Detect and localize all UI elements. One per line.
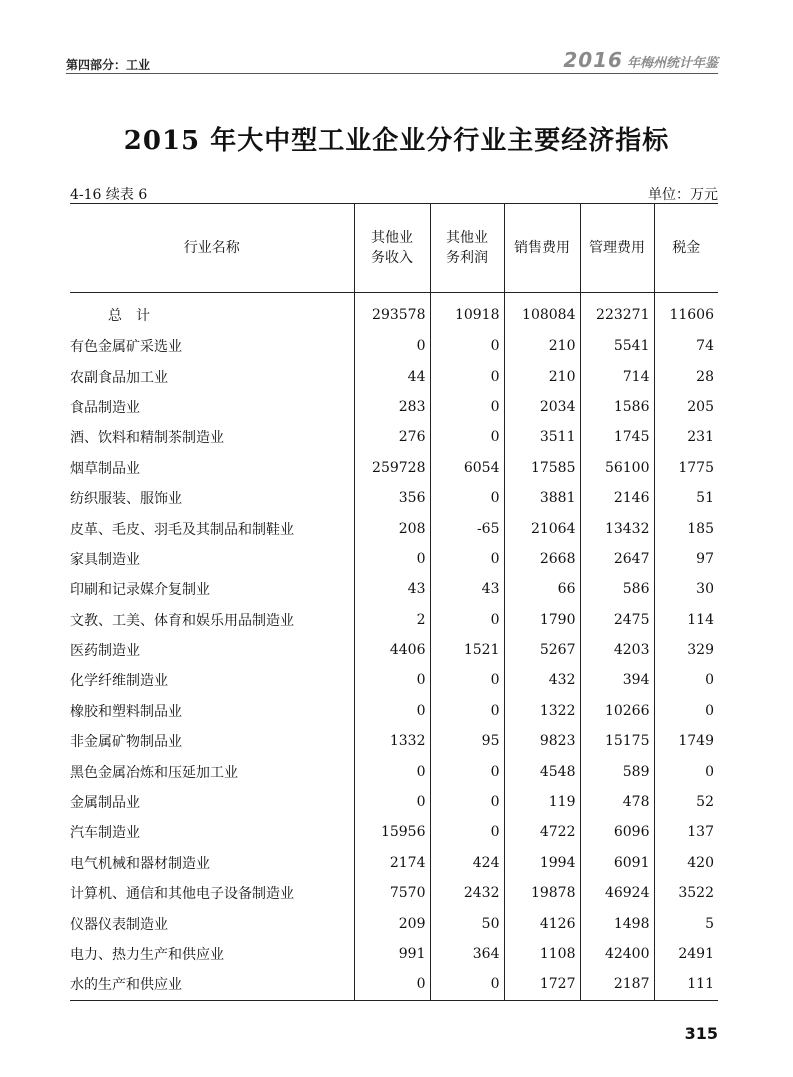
sales-expense-cell: 1790: [504, 605, 580, 635]
other-income-cell: 0: [354, 544, 430, 574]
tax-cell: 329: [654, 635, 718, 665]
sales-expense-cell: 108084: [504, 293, 580, 332]
other-income-cell: 293578: [354, 293, 430, 332]
other-profit-cell: 0: [430, 392, 504, 422]
mgmt-expense-cell: 46924: [580, 878, 654, 908]
tax-cell: 30: [654, 574, 718, 604]
industry-name-cell: 仪器仪表制造业: [70, 916, 168, 933]
sales-expense-cell: 1727: [504, 969, 580, 1000]
mgmt-expense-cell: 10266: [580, 696, 654, 726]
table-body: [70, 293, 718, 1001]
other-profit-cell: -65: [430, 513, 504, 543]
sales-expense-cell: 119: [504, 787, 580, 817]
sales-expense-cell: 210: [504, 331, 580, 361]
header-mgmt-expense: [580, 204, 654, 293]
other-profit-cell: 0: [430, 817, 504, 847]
sales-expense-cell: 4126: [504, 908, 580, 938]
other-income-cell: 0: [354, 969, 430, 1000]
mgmt-expense-cell: 15175: [580, 726, 654, 756]
table-row: [70, 817, 718, 847]
other-income-cell: 259728: [354, 453, 430, 483]
mgmt-expense-cell: 13432: [580, 513, 654, 543]
table-row: [70, 665, 718, 695]
table-row: [70, 878, 718, 908]
tax-cell: 0: [654, 665, 718, 695]
mgmt-expense-cell: 5541: [580, 331, 654, 361]
other-income-cell: 2174: [354, 848, 430, 878]
sales-expense-cell: 66: [504, 574, 580, 604]
tax-cell: 137: [654, 817, 718, 847]
sales-expense-cell: 3511: [504, 422, 580, 452]
tax-cell: 205: [654, 392, 718, 422]
mgmt-expense-cell: 1745: [580, 422, 654, 452]
mgmt-expense-cell: 2647: [580, 544, 654, 574]
other-income-cell: 7570: [354, 878, 430, 908]
sales-expense-cell: 4548: [504, 756, 580, 786]
sales-expense-cell: 210: [504, 361, 580, 391]
other-profit-cell: 10918: [430, 293, 504, 332]
sales-expense-cell: 1994: [504, 848, 580, 878]
other-income-cell: 0: [354, 756, 430, 786]
tax-cell: 111: [654, 969, 718, 1000]
other-income-cell: 1332: [354, 726, 430, 756]
sales-expense-cell: 2034: [504, 392, 580, 422]
tax-cell: 114: [654, 605, 718, 635]
mgmt-expense-cell: 714: [580, 361, 654, 391]
industry-name-cell: 水的生产和供应业: [70, 969, 354, 1000]
tax-cell: 420: [654, 848, 718, 878]
tax-cell: 28: [654, 361, 718, 391]
mgmt-expense-cell: 2187: [580, 969, 654, 1000]
other-profit-cell: 95: [430, 726, 504, 756]
tax-cell: 185: [654, 513, 718, 543]
tax-cell: 0: [654, 696, 718, 726]
header-divider: [66, 73, 718, 74]
industry-name-cell: 印刷和记录媒介复制业: [70, 582, 210, 599]
industry-name-cell: 化学纤维制造业: [70, 673, 168, 690]
header-tax: [654, 204, 718, 293]
page-number: 315: [684, 1024, 718, 1043]
mgmt-expense-cell: 56100: [580, 453, 654, 483]
mgmt-expense-cell: 223271: [580, 293, 654, 332]
page-title: 2015 年大中型工业企业分行业主要经济指标: [123, 126, 670, 156]
header-sales-expense: [504, 204, 580, 293]
sales-expense-cell: 9823: [504, 726, 580, 756]
industry-name-cell: 汽车制造业: [70, 825, 140, 842]
industry-name-cell: 计算机、通信和其他电子设备制造业: [70, 886, 294, 903]
other-profit-cell: 1521: [430, 635, 504, 665]
table-row: [70, 422, 718, 452]
industry-name-cell: 橡胶和塑料制品业: [70, 703, 182, 720]
other-profit-cell: 364: [430, 939, 504, 969]
other-income-cell: 283: [354, 392, 430, 422]
other-profit-cell: 0: [430, 605, 504, 635]
industry-name-cell: 非金属矿物制品业: [70, 734, 182, 751]
other-profit-cell: 0: [430, 665, 504, 695]
table-row: [70, 696, 718, 726]
header-line: 行业名称: [183, 240, 240, 256]
other-profit-cell: 0: [430, 483, 504, 513]
table-header-row: [70, 204, 718, 293]
header-other-income: [354, 204, 430, 293]
tax-cell: 97: [654, 544, 718, 574]
other-income-cell: 0: [354, 665, 430, 695]
mgmt-expense-cell: 478: [580, 787, 654, 817]
header-other-profit: [430, 204, 504, 293]
other-profit-cell: 50: [430, 908, 504, 938]
other-income-cell: 209: [354, 908, 430, 938]
other-income-cell: 208: [354, 513, 430, 543]
table-row: [70, 574, 718, 604]
sales-expense-cell: 19878: [504, 878, 580, 908]
other-income-cell: 356: [354, 483, 430, 513]
table-row: [70, 969, 718, 1000]
table-row: [70, 483, 718, 513]
other-income-cell: 2: [354, 605, 430, 635]
mgmt-expense-cell: 589: [580, 756, 654, 786]
header-industry-name: [70, 204, 354, 293]
tax-cell: 1749: [654, 726, 718, 756]
industry-name-cell: 黑色金属冶炼和压延加工业: [70, 764, 238, 781]
other-income-cell: 0: [354, 696, 430, 726]
industry-name-cell: 酒、饮料和精制茶制造业: [70, 430, 224, 447]
other-profit-cell: 0: [430, 756, 504, 786]
industry-name-cell: 农副食品加工业: [70, 369, 168, 386]
other-profit-cell: 43: [430, 574, 504, 604]
data-table: [70, 203, 718, 1001]
other-income-cell: 43: [354, 574, 430, 604]
other-profit-cell: 0: [430, 787, 504, 817]
yearbook-brand: [563, 48, 718, 72]
mgmt-expense-cell: 394: [580, 665, 654, 695]
sales-expense-cell: 432: [504, 665, 580, 695]
table-row: [70, 331, 718, 361]
other-income-cell: 0: [354, 331, 430, 361]
sales-expense-cell: 5267: [504, 635, 580, 665]
tax-cell: 2491: [654, 939, 718, 969]
sales-expense-cell: 17585: [504, 453, 580, 483]
total-row: [70, 293, 718, 332]
tax-cell: 5: [654, 908, 718, 938]
table-row: [70, 726, 718, 756]
table-row: [70, 908, 718, 938]
mgmt-expense-cell: 42400: [580, 939, 654, 969]
table-row: [70, 361, 718, 391]
industry-name-cell: 烟草制品业: [70, 460, 140, 477]
other-income-cell: 991: [354, 939, 430, 969]
industry-name-cell: 食品制造业: [70, 399, 140, 416]
table-row: [70, 848, 718, 878]
sales-expense-cell: 4722: [504, 817, 580, 847]
industry-name-cell: 有色金属矿采选业: [70, 339, 182, 356]
tax-cell: 11606: [654, 293, 718, 332]
mgmt-expense-cell: 6096: [580, 817, 654, 847]
mgmt-expense-cell: 2146: [580, 483, 654, 513]
header-line: 其他业: [446, 230, 488, 246]
industry-name-cell: 家具制造业: [70, 551, 140, 568]
industry-name-cell: 电气机械和器材制造业: [70, 855, 210, 872]
mgmt-expense-cell: 4203: [580, 635, 654, 665]
industry-name-cell: 文教、工美、体育和娱乐用品制造业: [70, 612, 294, 629]
other-profit-cell: 424: [430, 848, 504, 878]
other-income-cell: 4406: [354, 635, 430, 665]
yearbook-name: 年梅州统计年鉴: [626, 56, 718, 71]
tax-cell: 231: [654, 422, 718, 452]
sales-expense-cell: 2668: [504, 544, 580, 574]
header-line: 管理费用: [589, 240, 645, 256]
header-line: 销售费用: [514, 240, 570, 256]
other-profit-cell: 6054: [430, 453, 504, 483]
other-income-cell: 15956: [354, 817, 430, 847]
industry-name-cell: 总 计: [108, 308, 150, 324]
other-profit-cell: 0: [430, 331, 504, 361]
tax-cell: 0: [654, 756, 718, 786]
industry-name-cell: 皮革、毛皮、羽毛及其制品和制鞋业: [70, 521, 294, 538]
table-row: [70, 513, 718, 543]
table-row: [70, 544, 718, 574]
header-line: 务收入: [371, 250, 413, 266]
tax-cell: 51: [654, 483, 718, 513]
tax-cell: 52: [654, 787, 718, 817]
table-row: [70, 635, 718, 665]
table-row: [70, 787, 718, 817]
sales-expense-cell: 3881: [504, 483, 580, 513]
mgmt-expense-cell: 2475: [580, 605, 654, 635]
sales-expense-cell: 1108: [504, 939, 580, 969]
tax-cell: 1775: [654, 453, 718, 483]
table-row: [70, 756, 718, 786]
mgmt-expense-cell: 1498: [580, 908, 654, 938]
table-row: [70, 453, 718, 483]
other-profit-cell: 0: [430, 544, 504, 574]
industry-name-cell: 医药制造业: [70, 643, 140, 660]
table-row: [70, 939, 718, 969]
table-row: [70, 605, 718, 635]
section-label: 第四部分：工业: [66, 58, 151, 72]
mgmt-expense-cell: 1586: [580, 392, 654, 422]
industry-name-cell: 纺织服装、服饰业: [70, 491, 182, 508]
header-line: 务利润: [446, 250, 488, 266]
sales-expense-cell: 1322: [504, 696, 580, 726]
industry-name-cell: 金属制品业: [70, 795, 140, 812]
other-income-cell: 276: [354, 422, 430, 452]
tax-cell: 74: [654, 331, 718, 361]
sales-expense-cell: 21064: [504, 513, 580, 543]
header-line: 其他业: [371, 230, 413, 246]
table-row: [70, 392, 718, 422]
mgmt-expense-cell: 6091: [580, 848, 654, 878]
other-profit-cell: 0: [430, 361, 504, 391]
header-line: 税金: [672, 240, 701, 256]
tax-cell: 3522: [654, 878, 718, 908]
other-income-cell: 0: [354, 787, 430, 817]
other-profit-cell: 2432: [430, 878, 504, 908]
yearbook-year: 2016: [563, 48, 623, 72]
mgmt-expense-cell: 586: [580, 574, 654, 604]
other-profit-cell: 0: [430, 696, 504, 726]
unit-label: 单位：万元: [648, 187, 718, 203]
other-profit-cell: 0: [430, 969, 504, 1000]
industry-name-cell: 电力、热力生产和供应业: [70, 947, 224, 963]
other-profit-cell: 0: [430, 422, 504, 452]
other-income-cell: 44: [354, 361, 430, 391]
table-id: 4-16 续表 6: [70, 187, 148, 203]
